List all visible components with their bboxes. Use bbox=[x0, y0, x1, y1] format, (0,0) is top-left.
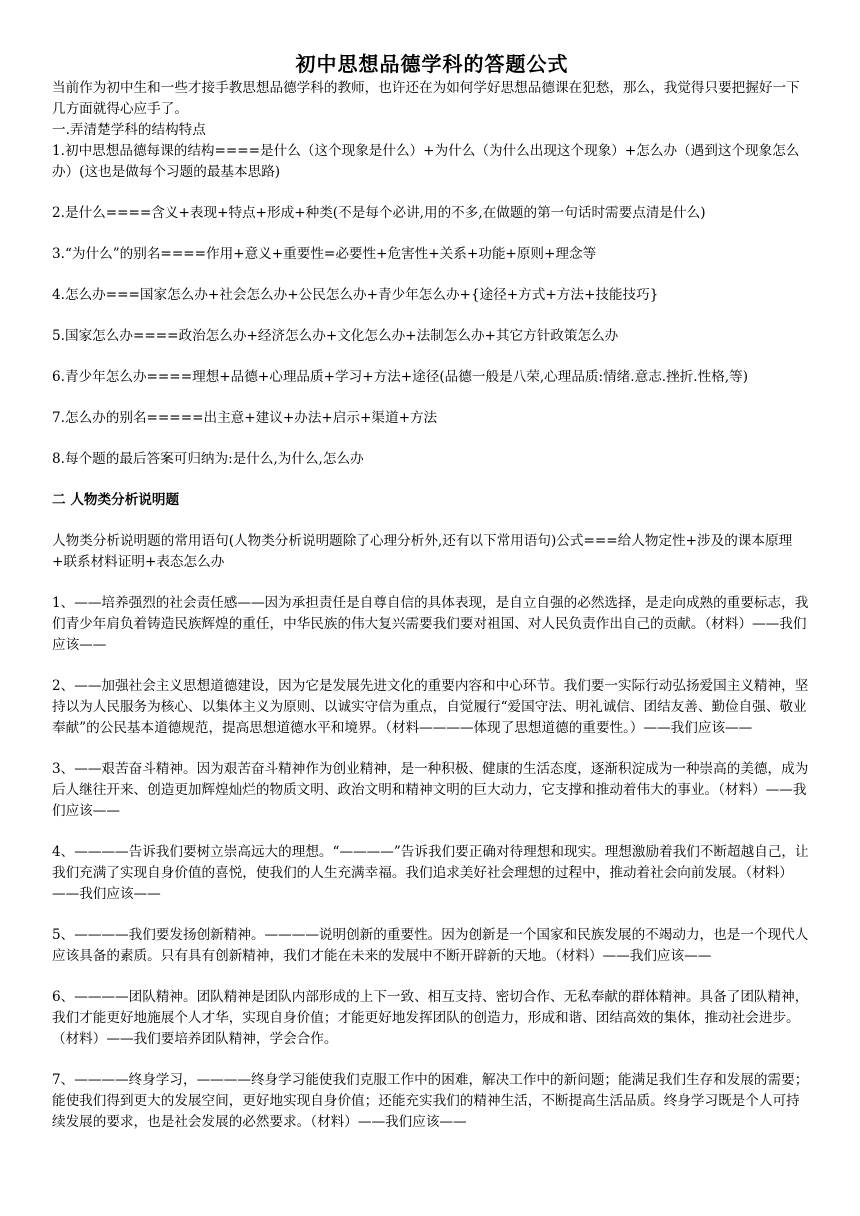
section2-item-4: 4、————告诉我们要树立崇高远大的理想。“————”告诉我们要正确对待理想和现实。理想激励着我们不断超越自己，让我们充满了实现自身价值的喜悦，使我们的人生充满幸福。我们追求美好社会理想的过程中，推动着社会向前发展。（材料）——我们应该—— bbox=[52, 844, 809, 902]
section1-item-1: 1.初中思想品德每课的结构====是什么（这个现象是什么）+为什么（为什么出现这个现象）+怎么办（遇到这个现象怎么办）(这也是做每个习题的最基本思路) bbox=[52, 143, 800, 180]
section2-item-1: 1、——培养强烈的社会责任感——因为承担责任是自尊自信的具体表现，是自立自强的必然选择，是走向成熟的重要标志，我们青少年肩负着铸造民族辉煌的重任，中华民族的伟大复兴需要我们要对祖国、对人民负责作出自己的贡献。（材料）——我们应该—— bbox=[52, 595, 809, 653]
section2-heading: 二 人物类分析说明题 bbox=[52, 492, 180, 508]
section1-item-2: 2.是什么====含义+表现+特点+形成+种类(不是每个必讲,用的不多,在做题的第一句话时需要点清是什么) bbox=[52, 205, 706, 221]
section2-item-6: 6、————团队精神。团队精神是团队内部形成的上下一致、相互支持、密切合作、无私奉献的群体精神。具备了团队精神，我们才能更好地施展个人才华，实现自身价值；才能更好地发挥团队的创造力，形成和谐、团结高效的集体，推动社会进步。（材料）——我们要培养团队精神，学会合作。 bbox=[52, 989, 809, 1047]
section1-item-8: 8.每个题的最后答案可归纳为:是什么,为什么,怎么办 bbox=[52, 451, 364, 467]
intro-paragraph: 当前作为初中生和一些才接手教思想品德学科的教师，也许还在为如何学好思想品德课在犯愁，那么，我觉得只要把握好一下几方面就得心应手了。 bbox=[52, 80, 800, 117]
document-page bbox=[52, 44, 812, 1133]
section1-item-4: 4.怎么办===国家怎么办+社会怎么办+公民怎么办+青少年怎么办+{途径+方式+方法+技能技巧} bbox=[52, 287, 659, 303]
section2-formula: 人物类分析说明题的常用语句(人物类分析说明题除了心理分析外,还有以下常用语句)公式===给人物定性+涉及的课本原理+联系材料证明+表态怎么办 bbox=[52, 533, 793, 570]
section2-item-2: 2、——加强社会主义思想道德建设，因为它是发展先进文化的重要内容和中心环节。我们要一实际行动弘扬爱国主义精神，坚持以为人民服务为核心、以集体主义为原则、以诚实守信为重点，自觉履行“爱国守法、明礼诚信、团结友善、勤俭自强、敬业奉献”的公民基本道德规范，提高思想道德水平和境界。（材料————体现了思想道德的重要性。）——我们应该—— bbox=[52, 678, 809, 736]
section1-item-7: 7.怎么办的别名=====出主意+建议+办法+启示+渠道+方法 bbox=[52, 410, 438, 426]
page-title: 初中思想品德学科的答题公式 bbox=[295, 52, 569, 76]
section1-item-6: 6.青少年怎么办====理想+品德+心理品质+学习+方法+途径(品德一般是八荣,心理品质:情绪.意志.挫折.性格,等) bbox=[52, 369, 749, 385]
section1-heading: 一.弄清楚学科的结构特点 bbox=[52, 122, 206, 138]
section1-item-3: 3.“为什么”的别名====作用+意义+重要性=必要性+危害性+关系+功能+原则+理念等 bbox=[52, 246, 597, 262]
section2-item-3: 3、——艰苦奋斗精神。因为艰苦奋斗精神作为创业精神，是一种积极、健康的生活态度，逐渐积淀成为一种崇高的美德，成为后人继往开来、创造更加辉煌灿烂的物质文明、政治文明和精神文明的巨大动力，它支撑和推动着伟大的事业。（材料）——我们应该—— bbox=[52, 761, 809, 819]
section1-item-5: 5.国家怎么办====政治怎么办+经济怎么办+文化怎么办+法制怎么办+其它方针政策怎么办 bbox=[52, 328, 619, 344]
section2-item-7: 7、————终身学习，————终身学习能使我们克服工作中的困难，解决工作中的新问题；能满足我们生存和发展的需要；能使我们得到更大的发展空间，更好地实现自身价值；还能充实我们的精神生活，不断提高生活品质。终身学习既是个人可持续发展的要求，也是社会发展的必然要求。（材料）——我们应该—— bbox=[52, 1072, 809, 1130]
section2-item-5: 5、————我们要发扬创新精神。————说明创新的重要性。因为创新是一个国家和民族发展的不竭动力，也是一个现代人应该具备的素质。只有具有创新精神，我们才能在未来的发展中不断开辟新的天地。（材料）——我们应该—— bbox=[52, 927, 809, 964]
